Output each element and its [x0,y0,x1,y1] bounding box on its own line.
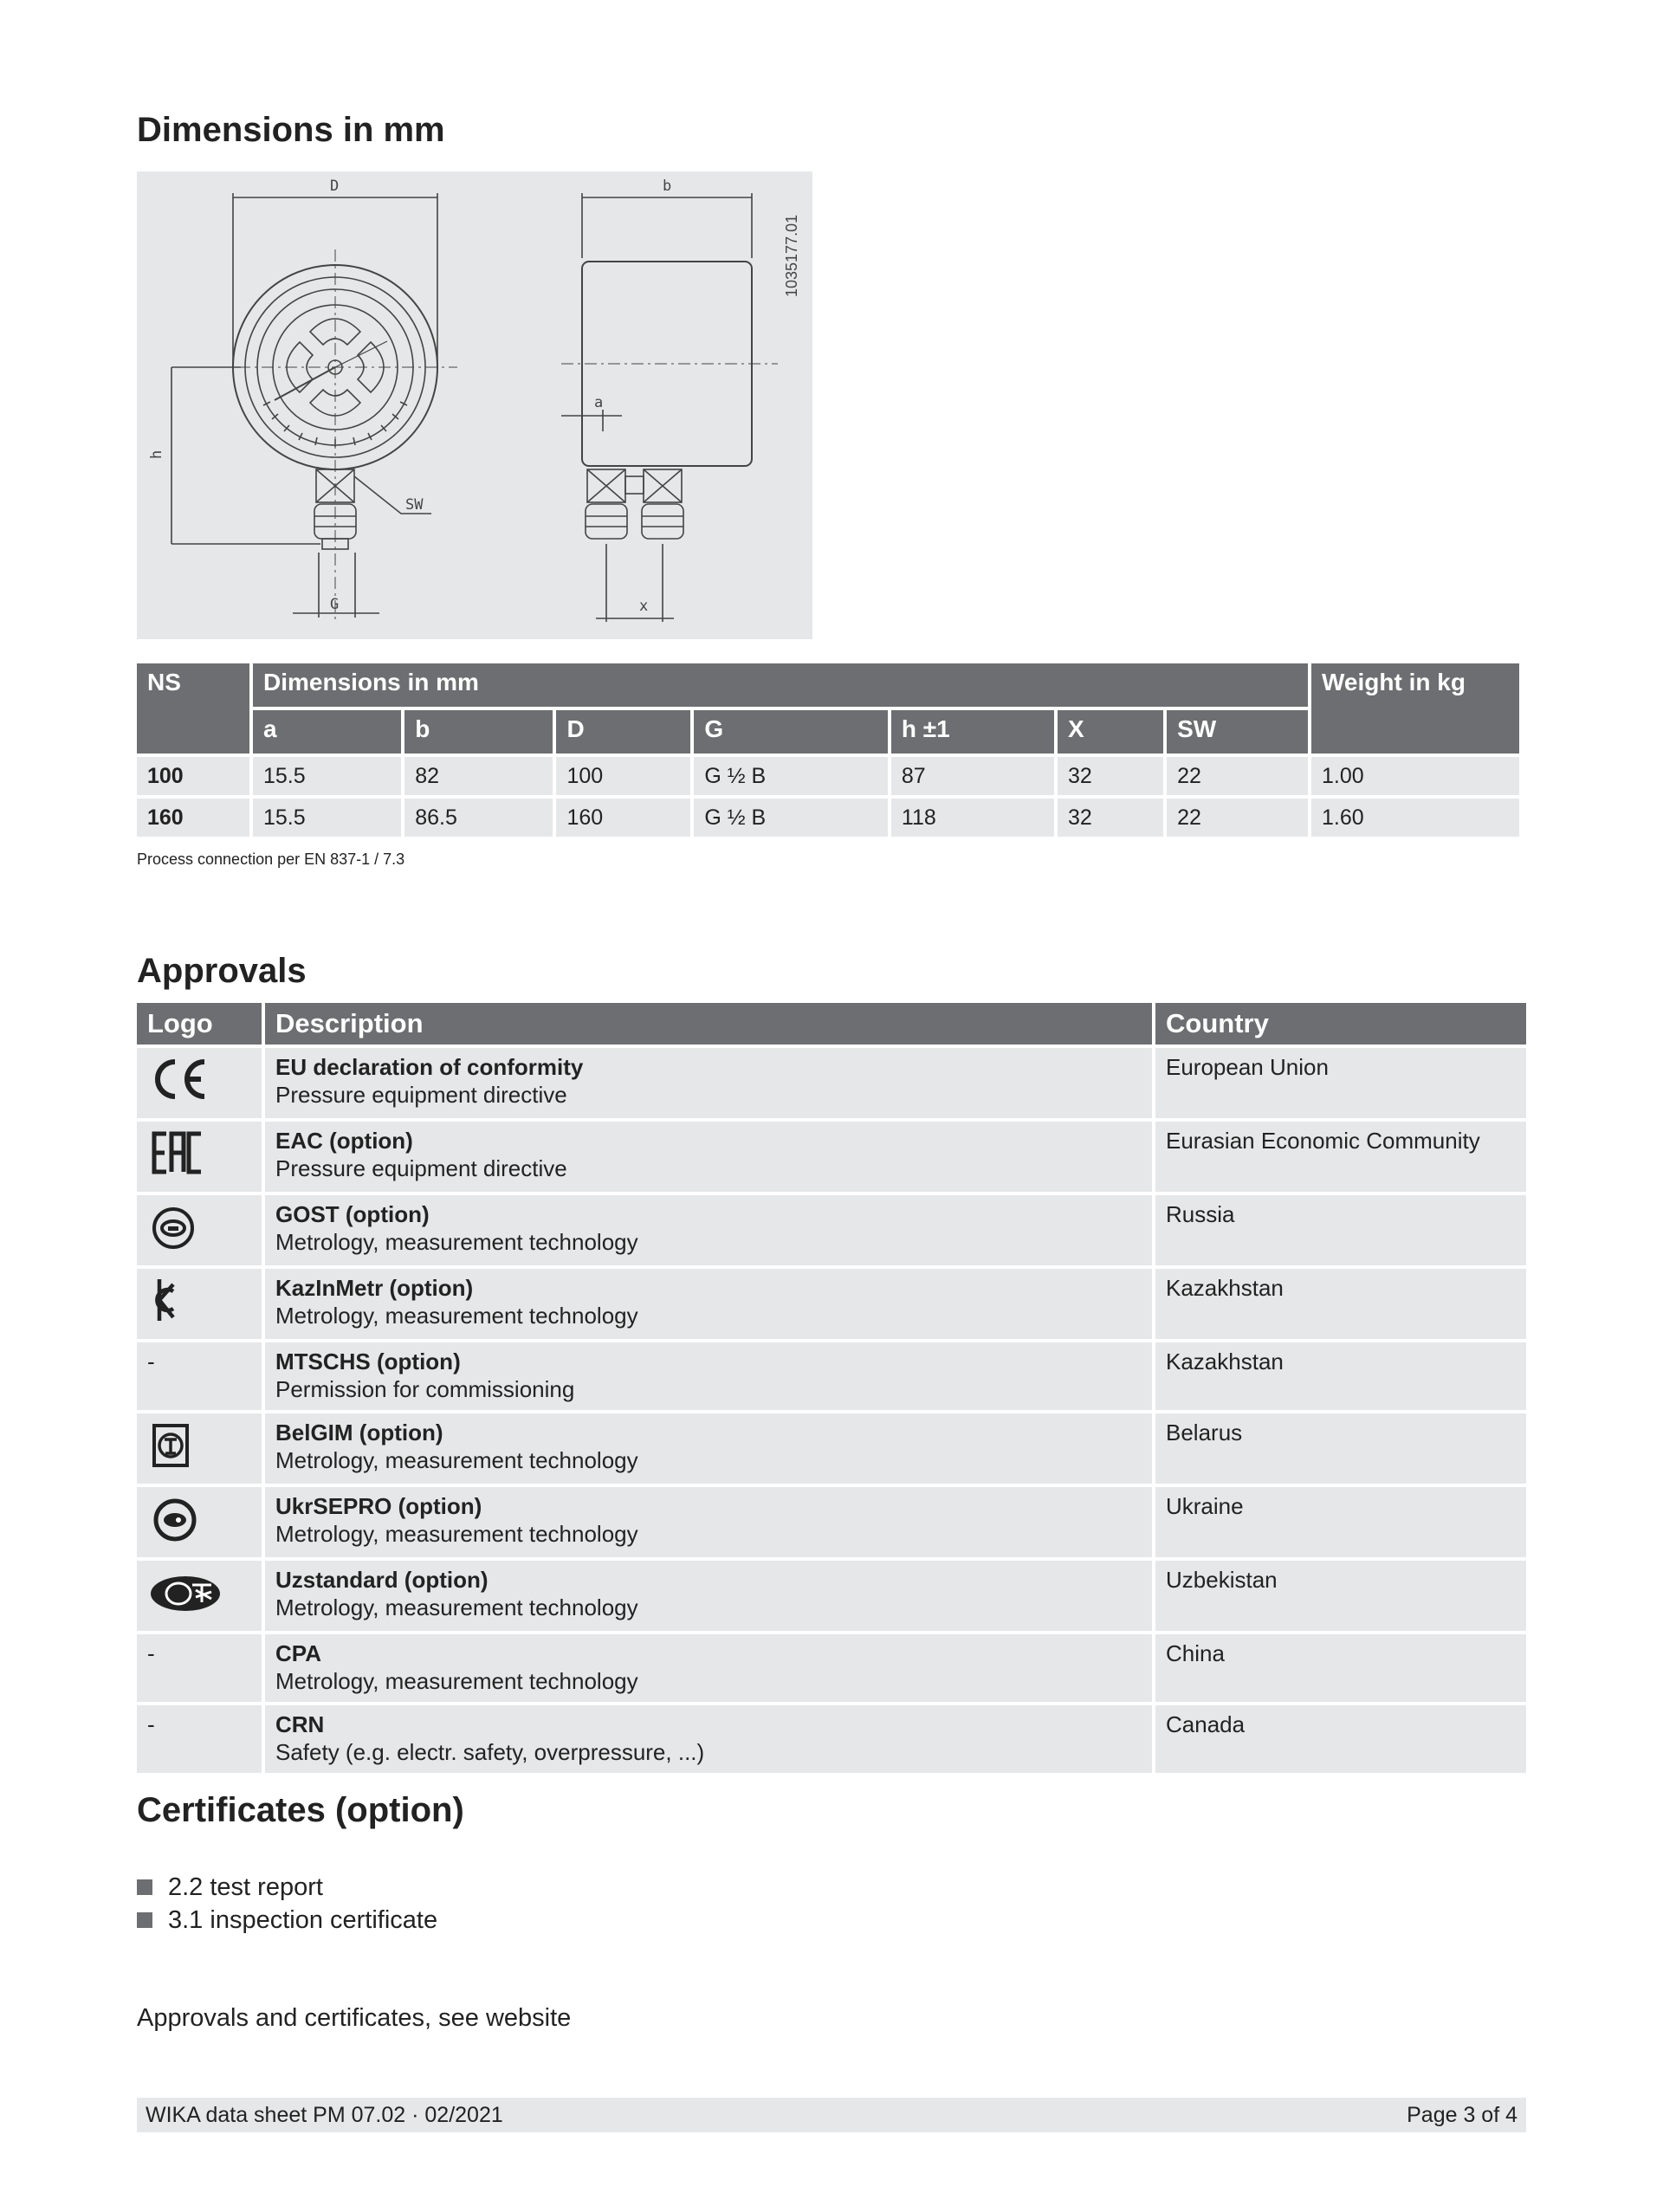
belgim-logo-icon [147,1419,225,1471]
approval-row [137,1561,1526,1631]
subheader-sw: SW [1167,710,1308,754]
website-note: Approvals and certificates, see website [137,2004,572,2032]
approval-row [137,1122,1526,1192]
cell-b: 86.5 [404,799,553,837]
drawing-label-x: x [639,598,649,615]
cell-weight: 1.00 [1311,757,1519,795]
approval-subtitle: Metrology, measurement technology [275,1229,638,1255]
page-footer [137,2098,1526,2132]
approvals-table [133,999,1530,1776]
country-cell: Uzbekistan [1155,1561,1526,1631]
logo-cell: - [137,1342,262,1410]
cell-g: G ½ B [694,757,888,795]
description-cell [265,1413,1152,1484]
approval-subtitle: Metrology, measurement technology [275,1303,638,1329]
dimension-drawing [137,171,812,639]
certificate-label: 2.2 test report [168,1873,323,1901]
process-connection-note: Process connection per EN 837-1 / 7.3 [137,851,405,868]
header-ns: NS [137,663,249,754]
logo-cell [137,1195,262,1265]
description-cell [265,1561,1152,1631]
square-bullet-icon [137,1879,152,1895]
approval-row [137,1487,1526,1557]
approval-title: GOST (option) [275,1201,430,1227]
approval-row [137,1195,1526,1265]
header-logo: Logo [137,1003,262,1045]
approval-title: KazInMetr (option) [275,1275,474,1301]
header-country: Country [1155,1003,1526,1045]
cell-ns: 160 [137,799,249,837]
description-cell [265,1705,1152,1773]
approval-title: EAC (option) [275,1128,413,1154]
cell-h: 87 [891,757,1054,795]
approval-row [137,1269,1526,1339]
header-description: Description [265,1003,1152,1045]
logo-cell [137,1122,262,1192]
eac-logo-icon [147,1127,225,1179]
drawing-label-a: a [594,394,604,411]
logo-cell [137,1048,262,1118]
subheader-a: a [253,710,401,754]
approval-subtitle: Metrology, measurement technology [275,1447,638,1473]
cell-d: 160 [556,799,690,837]
data-sheet-page [137,0,1526,2212]
cell-weight: 1.60 [1311,799,1519,837]
description-cell [265,1048,1152,1118]
approval-title: BelGIM (option) [275,1420,443,1446]
cell-sw: 22 [1167,799,1308,837]
gauge-drawing-svg [137,171,812,639]
approval-subtitle: Permission for commissioning [275,1376,575,1402]
ukrsepro-logo-icon [147,1492,225,1544]
cell-b: 82 [404,757,553,795]
description-cell [265,1122,1152,1192]
footer-page-number: Page 3 of 4 [1407,2102,1517,2127]
approval-row [137,1634,1526,1702]
description-cell [265,1487,1152,1557]
country-cell: Belarus [1155,1413,1526,1484]
table-row [137,799,1519,837]
uzstandard-logo-icon [147,1566,225,1618]
approval-row [137,1342,1526,1410]
country-cell: European Union [1155,1048,1526,1118]
subheader-d: D [556,710,690,754]
approval-title: UkrSEPRO (option) [275,1493,482,1519]
drawing-label-d: D [330,178,340,195]
approval-title: EU declaration of conformity [275,1054,584,1080]
country-cell: China [1155,1634,1526,1702]
approval-row [137,1413,1526,1484]
subheader-x: X [1058,710,1163,754]
certificates-list [137,1871,437,1937]
country-cell: Russia [1155,1195,1526,1265]
drawing-number: 1035177.01 [783,214,800,297]
approval-subtitle: Metrology, measurement technology [275,1521,638,1547]
approval-row [137,1705,1526,1773]
description-cell [265,1342,1152,1410]
dimensions-table [133,660,1523,840]
cell-a: 15.5 [253,757,401,795]
drawing-label-g: G [330,596,340,613]
logo-cell [137,1269,262,1339]
approval-title: MTSCHS (option) [275,1349,461,1374]
approvals-title: Approvals [137,952,307,990]
square-bullet-icon [137,1912,152,1928]
cell-x: 32 [1058,799,1163,837]
approval-title: CRN [275,1711,325,1737]
logo-cell [137,1561,262,1631]
table-row [137,757,1519,795]
list-item [137,1871,437,1904]
cell-g: G ½ B [694,799,888,837]
drawing-label-h: h [148,450,165,459]
approval-row [137,1048,1526,1118]
subheader-h: h ±1 [891,710,1054,754]
country-cell: Eurasian Economic Community [1155,1122,1526,1192]
gost-logo-icon [147,1200,225,1252]
subheader-b: b [404,710,553,754]
ce-logo-icon [147,1053,225,1105]
country-cell: Ukraine [1155,1487,1526,1557]
approval-title: CPA [275,1640,321,1666]
kazinmetr-logo-icon [147,1274,225,1326]
country-cell: Kazakhstan [1155,1342,1526,1410]
description-cell [265,1195,1152,1265]
description-cell [265,1269,1152,1339]
dimensions-title: Dimensions in mm [137,111,445,149]
header-weight: Weight in kg [1311,663,1519,754]
description-cell [265,1634,1152,1702]
cell-sw: 22 [1167,757,1308,795]
logo-cell [137,1487,262,1557]
approval-subtitle: Pressure equipment directive [275,1155,567,1181]
country-cell: Canada [1155,1705,1526,1773]
cell-ns: 100 [137,757,249,795]
approval-subtitle: Metrology, measurement technology [275,1594,638,1620]
certificate-label: 3.1 inspection certificate [168,1906,438,1934]
drawing-label-sw: SW [405,496,424,514]
footer-datasheet-id: WIKA data sheet PM 07.02 · 02/2021 [146,2102,503,2127]
country-cell: Kazakhstan [1155,1269,1526,1339]
approval-subtitle: Safety (e.g. electr. safety, overpressure, ...) [275,1739,705,1765]
approval-subtitle: Pressure equipment directive [275,1082,567,1108]
drawing-label-b: b [663,178,672,195]
logo-cell [137,1413,262,1484]
approval-subtitle: Metrology, measurement technology [275,1668,638,1694]
logo-cell: - [137,1634,262,1702]
subheader-g: G [694,710,888,754]
header-dimensions: Dimensions in mm [253,663,1308,707]
cell-h: 118 [891,799,1054,837]
cell-a: 15.5 [253,799,401,837]
certificates-title: Certificates (option) [137,1791,464,1829]
logo-cell: - [137,1705,262,1773]
cell-x: 32 [1058,757,1163,795]
cell-d: 100 [556,757,690,795]
approval-title: Uzstandard (option) [275,1567,489,1593]
list-item [137,1904,437,1937]
